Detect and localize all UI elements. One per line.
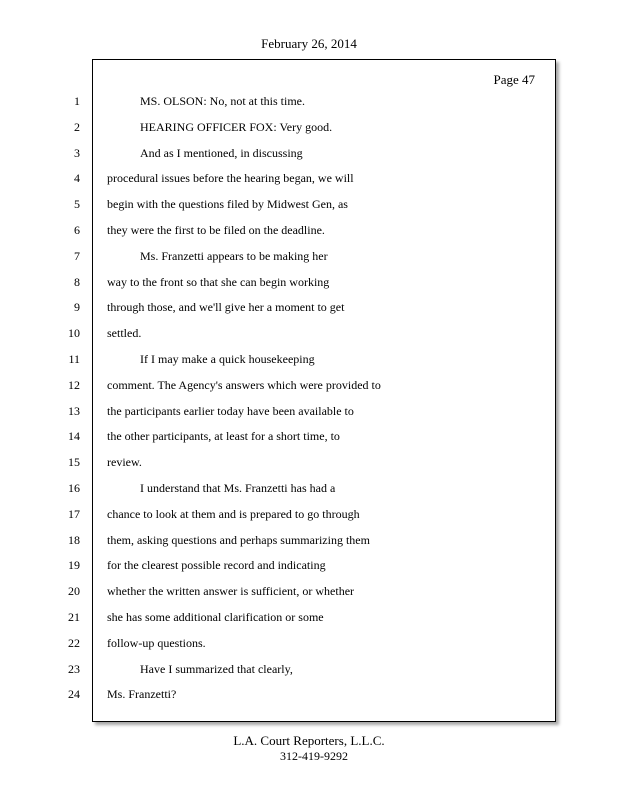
line-text: settled. [107,326,142,340]
line-number: 24 [68,687,80,701]
line-text: MS. OLSON: No, not at this time. [140,94,306,108]
line-number: 10 [68,326,80,340]
line-number: 19 [68,558,80,572]
line-text: she has some additional clarification or some [107,610,324,624]
line-text: them, asking questions and perhaps summarizing them [107,533,370,547]
line-number: 4 [74,171,80,185]
line-text: I understand that Ms. Franzetti has had a [140,481,336,495]
line-number: 6 [74,223,80,237]
footer-phone: 312-419-9292 [280,749,348,763]
header-date: February 26, 2014 [261,36,357,51]
line-number: 15 [68,455,80,469]
line-number: 13 [68,404,80,418]
line-text: they were the first to be filed on the deadline. [107,223,325,237]
line-number: 21 [68,610,80,624]
line-text: follow-up questions. [107,636,206,650]
line-text: Ms. Franzetti? [107,687,177,701]
line-number: 3 [74,146,80,160]
line-text: the other participants, at least for a short time, to [107,429,340,443]
line-text: way to the front so that she can begin working [107,275,330,289]
footer-company: L.A. Court Reporters, L.L.C. [233,733,385,748]
line-number: 7 [74,249,80,263]
line-text: Ms. Franzetti appears to be making her [140,249,328,263]
line-text: comment. The Agency's answers which were provided to [107,378,381,392]
line-text: If I may make a quick housekeeping [140,352,315,366]
line-number: 14 [68,429,80,443]
page-number: Page 47 [493,72,535,87]
line-number: 5 [74,197,80,211]
line-number: 12 [68,378,80,392]
line-text: Have I summarized that clearly, [140,662,293,676]
line-number: 23 [68,662,80,676]
line-text: begin with the questions filed by Midwest Gen, as [107,197,348,211]
line-number: 16 [68,481,80,495]
line-text: through those, and we'll give her a moment to get [107,300,345,314]
line-text: chance to look at them and is prepared to go through [107,507,360,521]
line-text: whether the written answer is sufficient, or whether [107,584,355,598]
line-text: HEARING OFFICER FOX: Very good. [140,120,333,134]
line-number: 18 [68,533,80,547]
line-number: 20 [68,584,80,598]
line-text: And as I mentioned, in discussing [140,146,303,160]
line-text: the participants earlier today have been available to [107,404,354,418]
line-text: for the clearest possible record and indicating [107,558,326,572]
line-number: 17 [68,507,80,521]
line-number: 9 [74,300,80,314]
line-number: 2 [74,120,80,134]
line-number: 11 [68,352,80,366]
line-number: 1 [74,94,80,108]
line-text: review. [107,455,142,469]
line-text: procedural issues before the hearing began, we will [107,171,354,185]
line-number: 22 [68,636,80,650]
line-number: 8 [74,275,80,289]
